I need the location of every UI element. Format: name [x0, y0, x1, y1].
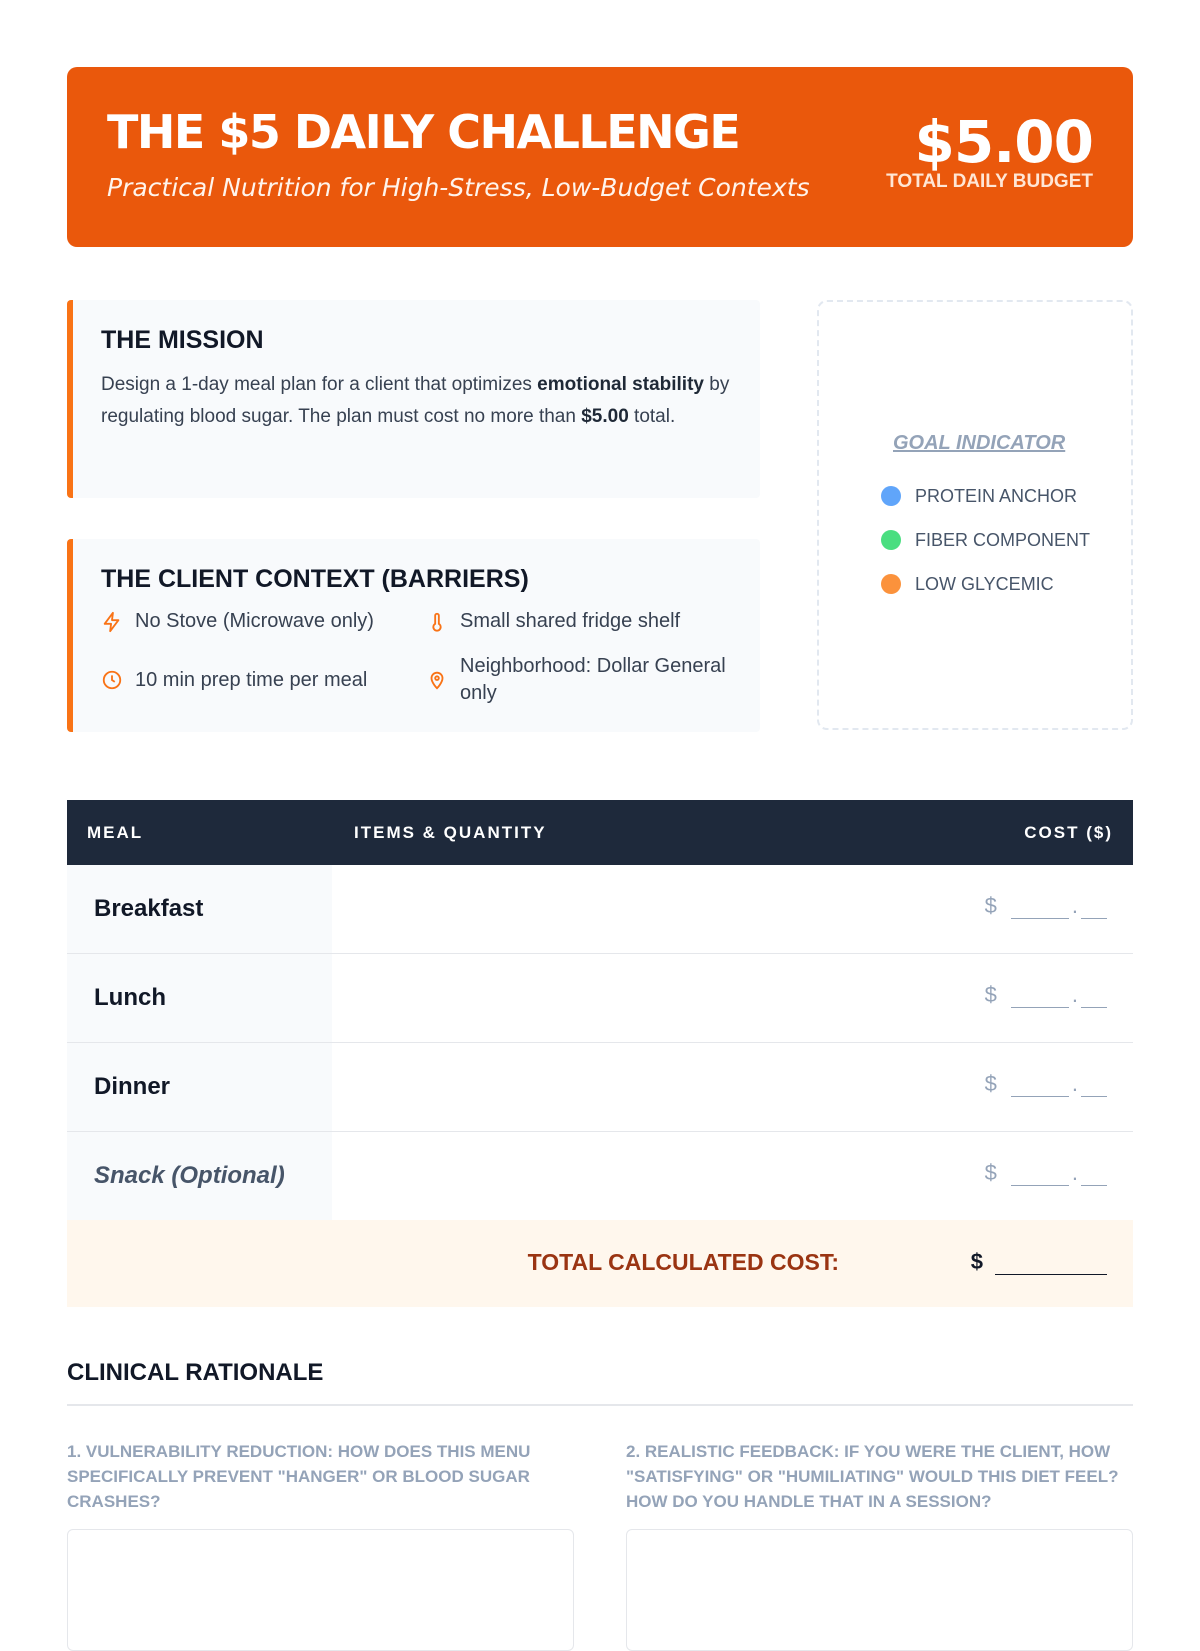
total-cost-field[interactable]: $ — [971, 1249, 1107, 1275]
cost-field[interactable]: $ . — [985, 1160, 1107, 1186]
column-header-cost: COST ($) — [1024, 823, 1113, 842]
mission-title: THE MISSION — [101, 326, 264, 354]
budget-box — [886, 105, 1093, 193]
goal-indicator-box — [817, 300, 1133, 730]
barrier-item: Neighborhood: Dollar General only — [426, 653, 726, 707]
total-label: TOTAL CALCULATED COST: — [527, 1249, 839, 1275]
table-row — [67, 1043, 1133, 1132]
barrier-item: Small shared fridge shelf — [426, 608, 726, 635]
column-header-meal: MEAL — [87, 823, 144, 842]
cost-field[interactable]: $ . — [985, 893, 1107, 919]
clock-icon — [101, 669, 123, 691]
barrier-list — [101, 608, 734, 707]
page-subtitle: Practical Nutrition for High-Stress, Low-Budget Contexts — [107, 173, 810, 202]
green-dot-icon — [881, 530, 901, 550]
mission-card — [67, 300, 760, 498]
blue-dot-icon — [881, 486, 901, 506]
table-row — [67, 1132, 1133, 1220]
client-context-card — [67, 539, 760, 732]
budget-label: TOTAL DAILY BUDGET — [886, 171, 1093, 192]
goal-legend — [881, 474, 1090, 606]
question-text: 2. REALISTIC FEEDBACK: IF YOU WERE THE CLIENT, HOW "SATISFYING" OR "HUMILIATING" WOULD THIS DIET FEEL? HOW DO YOU HANDLE THAT IN A SESSION? — [626, 1442, 1119, 1511]
answer-box[interactable] — [626, 1529, 1133, 1651]
rationale-question-1 — [67, 1439, 574, 1651]
barrier-item: 10 min prep time per meal — [101, 653, 426, 707]
legend-item-protein: PROTEIN ANCHOR — [881, 474, 1090, 518]
meal-name: Snack (Optional) — [67, 1132, 332, 1220]
meal-plan-table — [67, 800, 1133, 1307]
answer-box[interactable] — [67, 1529, 574, 1651]
rationale-title: CLINICAL RATIONALE — [67, 1359, 1133, 1406]
legend-item-fiber: FIBER COMPONENT — [881, 518, 1090, 562]
question-text: 1. VULNERABILITY REDUCTION: HOW DOES THIS MENU SPECIFICALLY PREVENT "HANGER" OR BLOOD SUGAR CRASHES? — [67, 1442, 531, 1511]
worksheet-page — [67, 67, 1133, 1511]
orange-dot-icon — [881, 574, 901, 594]
barrier-item: No Stove (Microwave only) — [101, 608, 426, 635]
map-pin-icon — [426, 669, 448, 691]
goal-indicator-title: GOAL INDICATOR — [893, 432, 1066, 454]
context-title: THE CLIENT CONTEXT (BARRIERS) — [101, 565, 529, 593]
clinical-rationale-section — [67, 1359, 1133, 1511]
cost-field[interactable]: $ . — [985, 982, 1107, 1008]
legend-item-low-glycemic: LOW GLYCEMIC — [881, 562, 1090, 606]
rationale-question-2 — [626, 1439, 1133, 1651]
lightning-icon — [101, 611, 123, 633]
meal-name: Lunch — [67, 954, 332, 1042]
table-row — [67, 954, 1133, 1043]
header-banner — [67, 67, 1133, 247]
cost-field[interactable]: $ . — [985, 1071, 1107, 1097]
total-row — [67, 1220, 1133, 1307]
thermometer-icon — [426, 611, 448, 633]
column-header-items: ITEMS & QUANTITY — [354, 823, 547, 842]
table-header — [67, 800, 1133, 865]
table-row — [67, 865, 1133, 954]
budget-amount: $5.00 — [914, 108, 1093, 176]
mission-text: Design a 1-day meal plan for a client that optimizes emotional stability by regulating blood sugar. The plan must cost no more than $5.00 total. — [101, 374, 730, 427]
page-title: THE $5 DAILY CHALLENGE — [107, 105, 740, 159]
meal-name: Breakfast — [67, 865, 332, 953]
meal-name: Dinner — [67, 1043, 332, 1131]
